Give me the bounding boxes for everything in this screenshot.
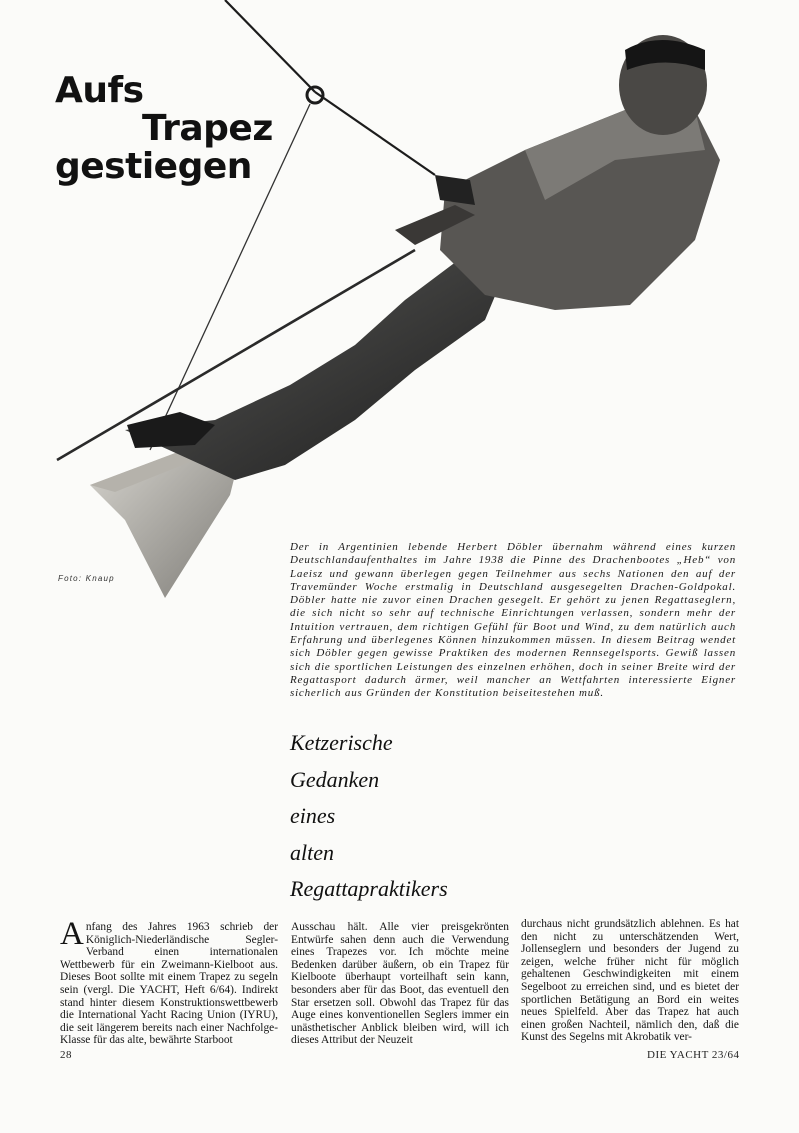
headline-line-3: gestiegen	[55, 146, 252, 187]
column-1-text: nfang des Jahres 1963 schrieb der Königlich-Niederländische Segler-Verband einen internationalen Wettbewerb für ein Zweimann-Kielboot aus. Dieses Boot sollte mit einem Trapez zu segeln sein (vergl. Die YACHT, Heft 6/64). Indirekt stand hinter diesem Konstruktionswettbewerb die International Yacht Racing Union (IYRU), die seit längerem bereits nach einer Nachfolge-Klasse für das alte, bewährte Starboot	[60, 921, 278, 1047]
magazine-issue-label: DIE YACHT 23/64	[647, 1049, 740, 1061]
headline-line-1: Aufs	[55, 70, 144, 111]
subtitle-line: Regattapraktikers	[290, 876, 448, 901]
body-column-2: Ausschau hält. Alle vier preisgekrönten Entwürfe sahen denn auch die Verwendung eines Trapezes vor. Ich möchte meine Bedenken darüber äußern, ob ein Trapez für Kielboote überhaupt vorteilhaft sein kann, besonders aber für das Boot, das eventuell den Star ersetzen soll. Obwohl das Trapez für das Auge eines konventionellen Seglers immer ein unästhetischer Anblick bleiben wird, will ich dieses Attribut der Neuzeit	[291, 921, 509, 1047]
intro-paragraph: Der in Argentinien lebende Herbert Döbler übernahm während eines kurzen Deutschlandaufenthaltes im Jahre 1938 die Pinne des Drachenbootes „Heb“ von Laeisz und gewann überlegen gegen Teilnehmer aus sechs Nationen den auf der Travemünder Woche erstmalig in Deutschland ausgesegelten Drachen-Goldpokal. Döbler hatte nie zuvor einen Drachen gesegelt. Er gehört zu jenen Regattaseglern, die sich nicht so sehr auf technische Einrichtungen verlassen, sondern mehr der Intuition vertrauen, dem richtigen Gefühl für Boot und Wind, zu dem natürlich auch Erfahrung und überlegenes Können hinzukommen müssen. In diesem Beitrag wendet sich Döbler gegen gewisse Praktiken des modernen Rennsegelsports. Gewiß lassen sich die sportlichen Leistungen des einzelnen erhöhen, doch in seiner Breite wird der Regattasport dadurch ärmer, weil mancher an Wettfahrten interessierte Eigner sicherlich aus Gründen der Konstitution beiseitestehen muß.	[290, 541, 736, 700]
page-number: 28	[60, 1049, 72, 1061]
subtitle-line: Gedanken	[290, 766, 380, 792]
article-subtitle	[290, 725, 448, 908]
subtitle-line: alten	[290, 839, 334, 865]
headline-line-2: Trapez	[142, 108, 273, 149]
subtitle-line: Ketzerische	[290, 730, 393, 755]
photo-credit: Foto: Knaup	[58, 574, 115, 583]
trapeze-sailor-photo	[55, 0, 755, 600]
drop-cap: A	[60, 916, 84, 952]
body-column-3: durchaus nicht grundsätzlich ablehnen. Es hat den nicht zu unterschätzenden Wert, Jollenseglern und besonders der Jugend zu zeigen, welche früher nicht für möglich gehaltenen Geschwindigkeiten mit einem Segelboot zu erreichen sind, und es bietet der sportlichen Betätigung an Bord ein weites neues Spielfeld. Aber das Trapez hat auch einen großen Nachteil, nämlich den, daß die Kunst des Segelns mit Akrobatik ver-	[521, 918, 739, 1044]
subtitle-line: eines	[290, 803, 336, 828]
body-column-1	[60, 916, 278, 1047]
